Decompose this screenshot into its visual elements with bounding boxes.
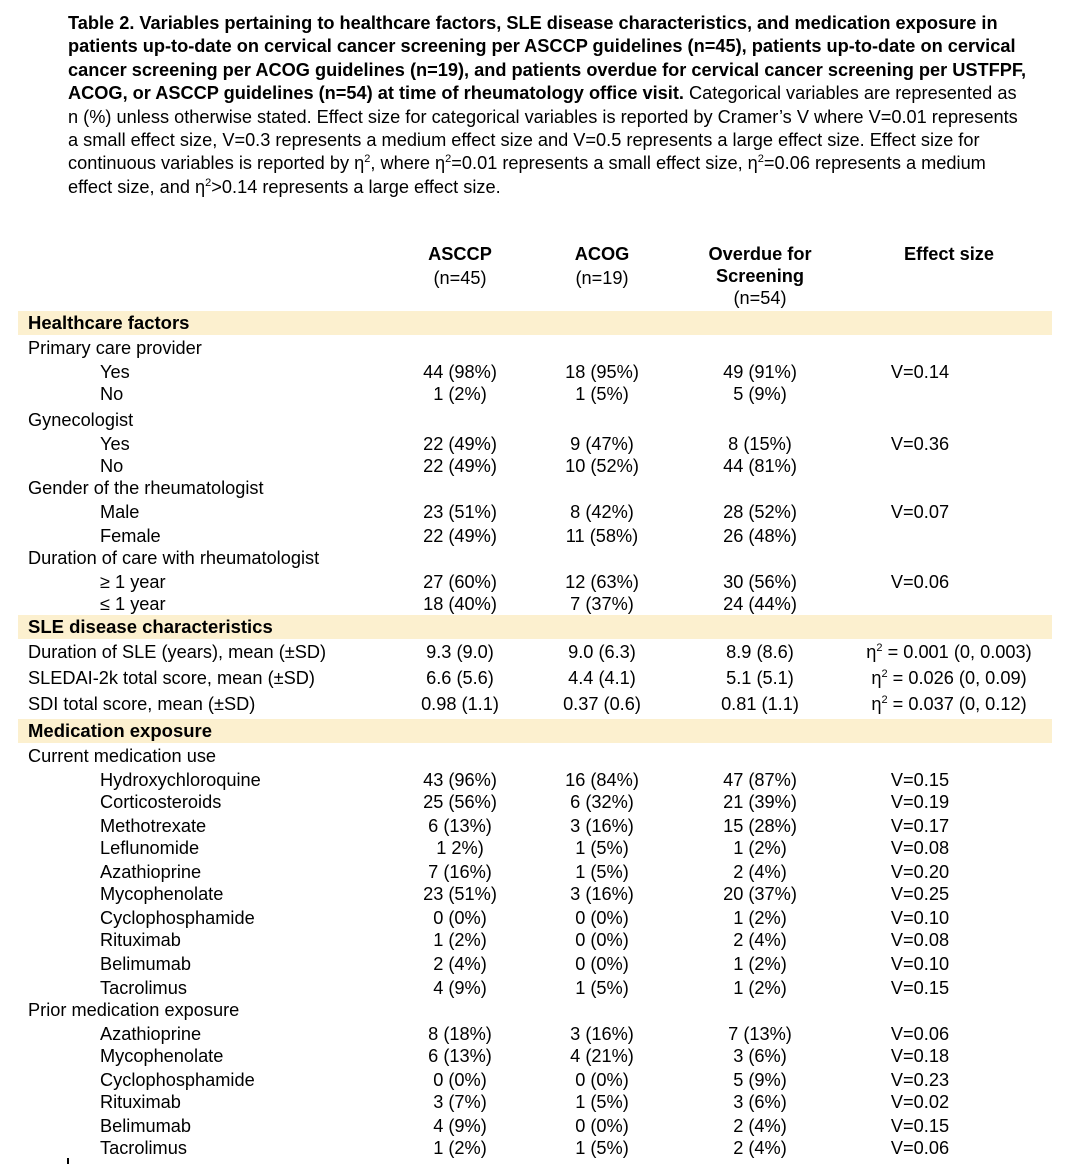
column-header-effect-size: Effect size	[904, 244, 994, 264]
table-row: Mycophenolate 23 (51%) 3 (16%) 20 (37%) V=0.25	[100, 884, 950, 904]
section-header-sle: SLE disease characteristics	[18, 615, 1052, 639]
table-row: Mycophenolate 6 (13%) 4 (21%) 3 (6%) V=0.18	[100, 1046, 950, 1066]
section-header-healthcare: Healthcare factors	[18, 311, 1052, 335]
caption-title: Table 2. Variables pertaining to healthcare factors, SLE disease characteristics, and medication exposure in patients up-to-date on cervical cancer screening per ASCCP guidelines (n=45), patients up-to-date on cervical cancer screening per ACOG guidelines (n=19), and patients overdue for cervical cancer screening per USTFPF, ACOG, or ASCCP guidelines (n=54) at time of rheumatology office visit.	[68, 13, 1027, 104]
table-row: Yes 22 (49%) 9 (47%) 8 (15%) V=0.36	[100, 434, 950, 454]
table-row: Corticosteroids 25 (56%) 6 (32%) 21 (39%) V=0.19	[100, 792, 950, 812]
group-label: Primary care provider	[28, 338, 202, 358]
table-row: No 1 (2%) 1 (5%) 5 (9%)	[100, 384, 787, 404]
table-row: Hydroxychloroquine 43 (96%) 16 (84%) 47 (87%) V=0.15	[100, 770, 950, 790]
table-row: SDI total score, mean (±SD) 0.98 (1.1) 0.37 (0.6) 0.81 (1.1) $\eta^2 = 0.037$ (0, 0.12)	[28, 694, 1027, 714]
table-row: Belimumab 2 (4%) 0 (0%) 1 (2%) V=0.10	[100, 954, 950, 974]
table-row: Duration of SLE (years), mean (±SD) 9.3 (9.0) 9.0 (6.3) 8.9 (8.6) $\eta^2 = 0.001$ (0, 0.003)	[28, 642, 1032, 662]
table-row: Yes 44 (98%) 18 (95%) 49 (91%) V=0.14	[100, 362, 950, 382]
table-row: Methotrexate 6 (13%) 3 (16%) 15 (28%) V=0.17	[100, 816, 950, 836]
group-label: Gynecologist	[28, 410, 134, 430]
group-label: Prior medication exposure	[28, 1000, 240, 1020]
table-row: Azathioprine 7 (16%) 1 (5%) 2 (4%) V=0.20	[100, 862, 950, 882]
column-header-acog: ACOG (n=19)	[574, 244, 630, 288]
group-label: Duration of care with rheumatologist	[28, 548, 320, 568]
stray-mark	[67, 1158, 69, 1164]
table-row: Belimumab 4 (9%) 0 (0%) 2 (4%) V=0.15	[100, 1116, 950, 1136]
column-header-overdue: Overdue for Screening (n=54)	[708, 244, 812, 308]
table-row: SLEDAI-2k total score, mean (±SD) 6.6 (5.6) 4.4 (4.1) 5.1 (5.1) $\eta^2 = 0.026$ (0, 0.09)	[28, 668, 1027, 688]
table-row: ≤ 1 year 18 (40%) 7 (37%) 24 (44%)	[100, 594, 797, 614]
table-row: Cyclophosphamide 0 (0%) 0 (0%) 5 (9%) V=0.23	[100, 1070, 950, 1090]
table-row: Azathioprine 8 (18%) 3 (16%) 7 (13%) V=0.06	[100, 1024, 950, 1044]
table-row: Male 23 (51%) 8 (42%) 28 (52%) V=0.07	[100, 502, 950, 522]
group-label: Gender of the rheumatologist	[28, 478, 264, 498]
table-row: ≥ 1 year 27 (60%) 12 (63%) 30 (56%) V=0.06	[100, 572, 950, 592]
table-row: Leflunomide 1 2%) 1 (5%) 1 (2%) V=0.08	[100, 838, 950, 858]
table-caption: Table 2. Variables pertaining to healthcare factors, SLE disease characteristics, and medication exposure in patients up-to-date on cervical cancer screening per ASCCP guidelines (n=45), patients up-to-date on cervical cancer screening per ACOG guidelines (n=19), and patients overdue for cervical cancer screening per USTFPF, ACOG, or ASCCP guidelines (n=54) at time of rheumatology office visit. Categorical variables are represented as n (%) unless otherwise stated. Effect size for categorical variables is reported by Cramer’s V where V=0.01 represents a small effect size, V=0.3 represents a medium effect size and V=0.5 represents a large effect size. Effect size for continuous variables is reported by $\eta^2$, where $\eta^2=0.01$ represents a small effect size, $\eta^2=0.06$ represents a medium effect size, and $\eta^2>0.14$ represents a large effect size.	[68, 13, 1027, 197]
table-row: Cyclophosphamide 0 (0%) 0 (0%) 1 (2%) V=0.10	[100, 908, 950, 928]
table-row: Rituximab 3 (7%) 1 (5%) 3 (6%) V=0.02	[100, 1092, 950, 1112]
table-row: No 22 (49%) 10 (52%) 44 (81%)	[100, 456, 797, 476]
group-label: Current medication use	[28, 746, 217, 766]
column-header-asccp: ASCCP (n=45)	[428, 244, 492, 288]
table-row: Female 22 (49%) 11 (58%) 26 (48%)	[100, 526, 797, 546]
table-row: Rituximab 1 (2%) 0 (0%) 2 (4%) V=0.08	[100, 930, 950, 950]
table-row: Tacrolimus 4 (9%) 1 (5%) 1 (2%) V=0.15	[100, 978, 950, 998]
section-header-medication: Medication exposure	[18, 719, 1052, 743]
table-row: Tacrolimus 1 (2%) 1 (5%) 2 (4%) V=0.06	[100, 1138, 950, 1158]
